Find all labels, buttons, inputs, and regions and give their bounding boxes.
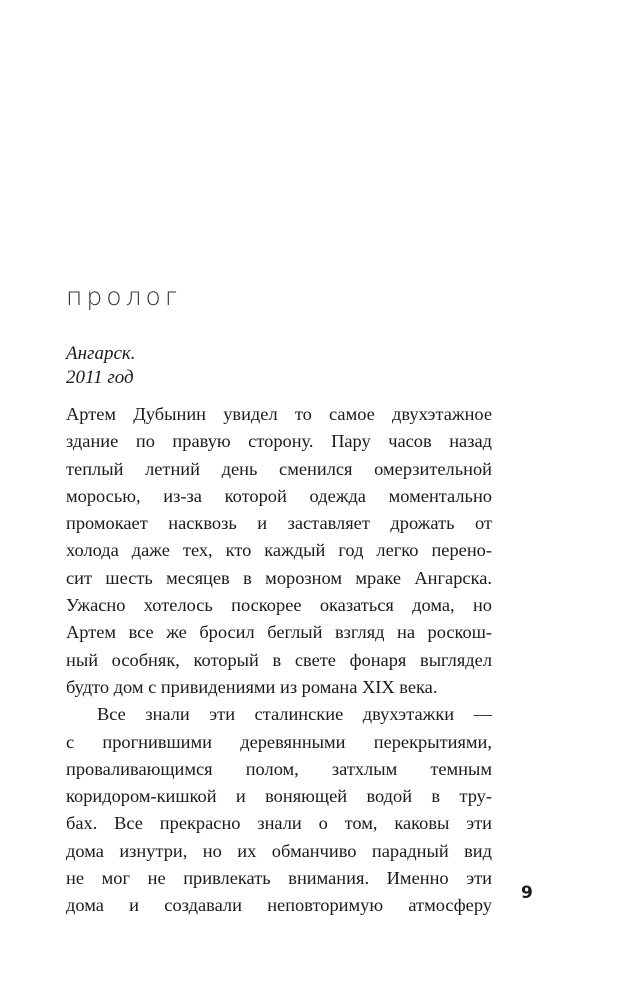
text-line: холода даже тех, кто каждый год легко перено- bbox=[66, 540, 492, 561]
body-text bbox=[66, 401, 492, 920]
text-line: дома и создавали неповторимую атмосферу bbox=[66, 895, 492, 916]
dateline-place: Ангарск. bbox=[66, 343, 136, 364]
paragraph-1 bbox=[66, 401, 492, 701]
page-number: 9 bbox=[521, 883, 533, 903]
chapter-heading: пролог bbox=[66, 282, 182, 311]
text-line: Все знали эти сталинские двухэтажки — bbox=[97, 704, 492, 725]
text-line: теплый летний день сменился омерзительной bbox=[66, 458, 492, 479]
text-line: сит шесть месяцев в морозном мраке Ангарска. bbox=[66, 567, 492, 588]
dateline bbox=[66, 342, 136, 390]
text-line: бах. Все прекрасно знали о том, каковы эти bbox=[66, 813, 492, 834]
paragraph-2 bbox=[66, 701, 492, 919]
text-line: Артем все же бросил беглый взгляд на роскош- bbox=[66, 622, 492, 643]
text-line: здание по правую сторону. Пару часов назад bbox=[66, 431, 492, 452]
text-line: промокает насквозь и заставляет дрожать от bbox=[66, 513, 492, 534]
text-line: коридором-кишкой и воняющей водой в тру- bbox=[66, 786, 492, 807]
text-line: моросью, из-за которой одежда моментально bbox=[66, 485, 492, 506]
text-line: дома изнутри, но их обманчиво парадный вид bbox=[66, 840, 492, 861]
text-line: не мог не привлекать внимания. Именно эти bbox=[66, 868, 492, 889]
text-line: будто дом с привидениями из романа XIX века. bbox=[66, 676, 438, 697]
text-line: ный особняк, который в свете фонаря выглядел bbox=[66, 649, 492, 670]
text-line: Артем Дубынин увидел то самое двухэтажное bbox=[66, 404, 492, 424]
text-line: Ужасно хотелось поскорее оказаться дома, но bbox=[66, 595, 492, 616]
text-line: проваливающимся полом, затхлым темным bbox=[66, 758, 492, 779]
dateline-year: 2011 год bbox=[66, 367, 134, 388]
text-line: с прогнившими деревянными перекрытиями, bbox=[66, 731, 492, 752]
